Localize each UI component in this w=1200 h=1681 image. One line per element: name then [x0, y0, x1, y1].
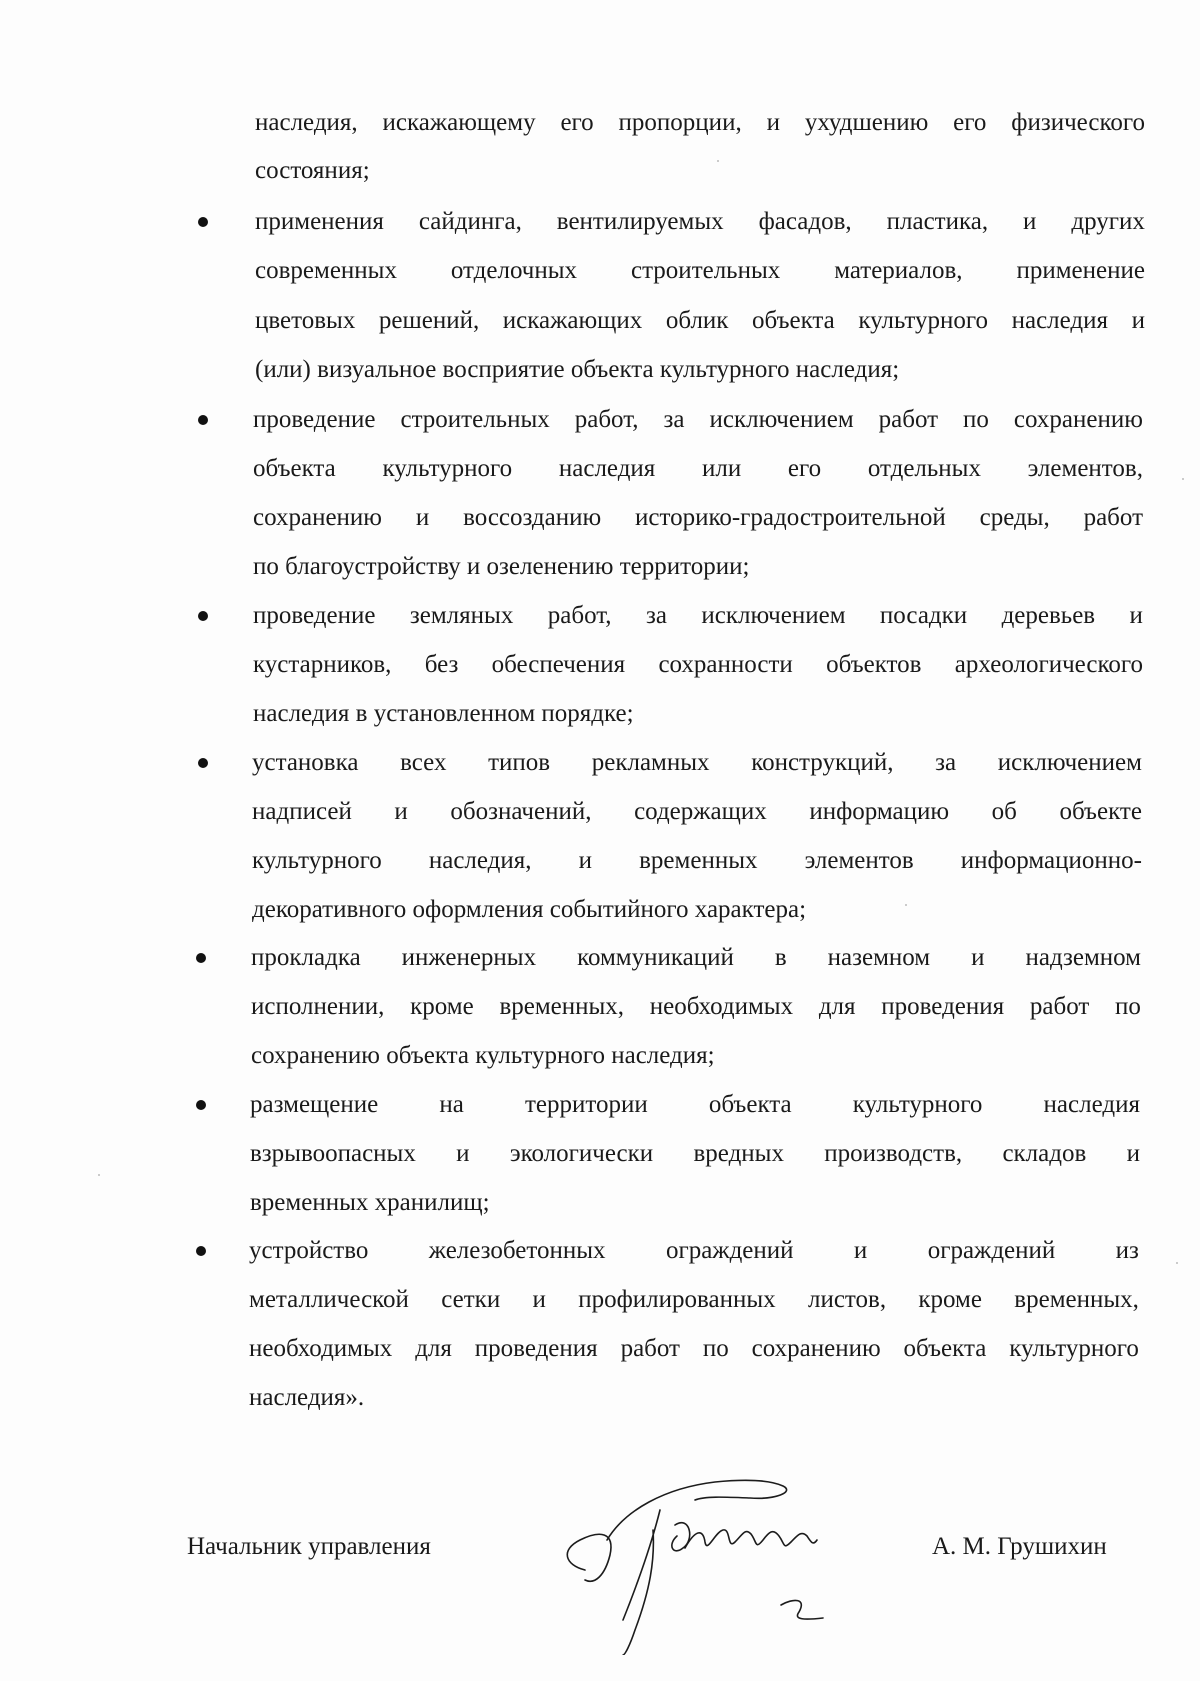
- text-line: надписей и обозначений, содержащих информацию об объекте: [252, 798, 1142, 825]
- text-line: сохранению и воссозданию историко-градостроительной среды, работ: [253, 504, 1143, 531]
- scan-speck: [717, 160, 719, 162]
- text-line: применения сайдинга, вентилируемых фасадов, пластика, и других: [255, 208, 1145, 235]
- bullet-icon: [196, 1100, 206, 1110]
- text-line: сохранению объекта культурного наследия;: [251, 1042, 715, 1069]
- bullet-icon: [198, 758, 208, 768]
- handwritten-signature: [555, 1470, 855, 1655]
- scan-speck: [905, 904, 907, 906]
- text-line: взрывоопасных и экологически вредных производств, складов и: [250, 1140, 1140, 1167]
- text-line: (или) визуальное восприятие объекта культурного наследия;: [255, 356, 900, 383]
- text-line: металлической сетки и профилированных листов, кроме временных,: [249, 1286, 1139, 1313]
- text-line: наследия в установленном порядке;: [253, 700, 634, 727]
- text-line: установка всех типов рекламных конструкций, за исключением: [252, 749, 1142, 776]
- text-line: наследия, искажающему его пропорции, и ухудшению его физического: [255, 109, 1145, 136]
- bullet-icon: [198, 415, 208, 425]
- text-line: объекта культурного наследия или его отдельных элементов,: [253, 455, 1143, 482]
- text-line: цветовых решений, искажающих облик объекта культурного наследия и: [255, 307, 1145, 334]
- text-line: по благоустройству и озеленению территории;: [253, 553, 750, 580]
- bullet-icon: [198, 611, 208, 621]
- text-line: устройство железобетонных ограждений и ограждений из: [249, 1237, 1139, 1264]
- text-line: культурного наследия, и временных элементов информационно-: [252, 847, 1142, 874]
- text-line: необходимых для проведения работ по сохранению объекта культурного: [249, 1335, 1139, 1362]
- text-line: современных отделочных строительных материалов, применение: [255, 257, 1145, 284]
- text-line: проведение строительных работ, за исключением работ по сохранению: [253, 406, 1143, 433]
- scan-speck: [98, 1174, 100, 1176]
- signatory-position: Начальник управления: [187, 1533, 431, 1560]
- scan-speck: [1182, 478, 1184, 480]
- bullet-icon: [198, 217, 208, 227]
- text-line: исполнении, кроме временных, необходимых для проведения работ по: [251, 993, 1141, 1020]
- text-line: наследия».: [249, 1384, 365, 1411]
- text-line: размещение на территории объекта культурного наследия: [250, 1091, 1140, 1118]
- scan-speck: [1176, 1262, 1178, 1264]
- text-line: проведение земляных работ, за исключением посадки деревьев и: [253, 602, 1143, 629]
- text-line: кустарников, без обеспечения сохранности объектов археологического: [253, 651, 1143, 678]
- text-line: временных хранилищ;: [250, 1189, 490, 1216]
- bullet-icon: [196, 1246, 206, 1256]
- text-line: прокладка инженерных коммуникаций в наземном и надземном: [251, 944, 1141, 971]
- text-line: состояния;: [255, 157, 370, 184]
- bullet-icon: [196, 953, 206, 963]
- signatory-name: А. М. Грушихин: [932, 1533, 1107, 1560]
- text-line: декоративного оформления событийного характера;: [252, 896, 807, 923]
